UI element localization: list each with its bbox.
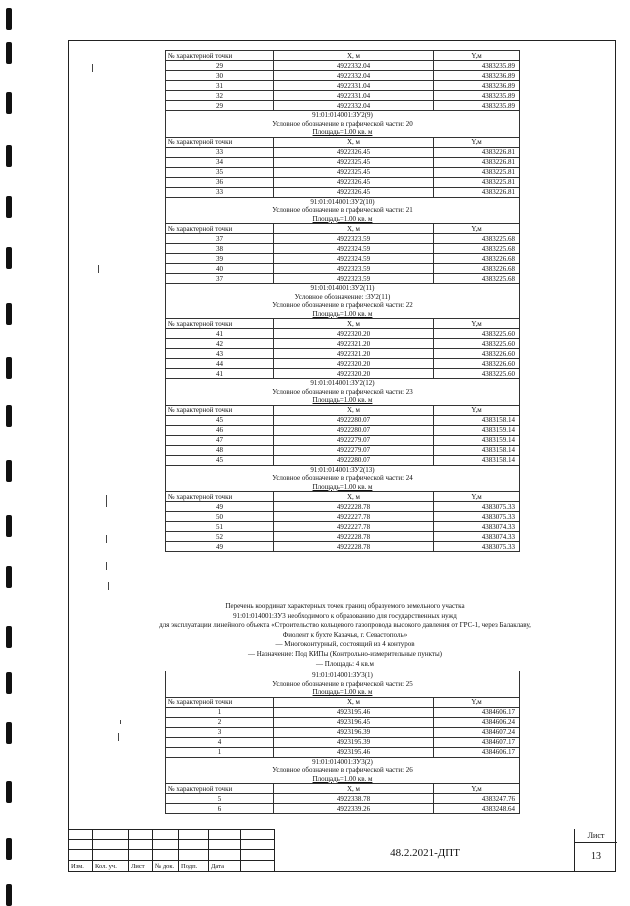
grid-line (178, 829, 179, 872)
coords-table (165, 697, 520, 758)
y-coordinate: 4383226.68 (434, 264, 520, 274)
y-coordinate: 4383235.89 (434, 61, 520, 71)
x-coordinate: 4922331.04 (274, 91, 434, 101)
header-x: X, м (274, 492, 434, 502)
table-row (166, 512, 520, 522)
section-area: Площадь=1.00 кв. м (312, 774, 373, 783)
section-header (165, 111, 520, 137)
header-x: X, м (274, 784, 434, 794)
header-point: № характерной точки (166, 224, 274, 234)
section (165, 671, 520, 758)
section-id: 91:01:014001:ЗУ2(12) (310, 379, 375, 387)
header-row (166, 224, 520, 234)
point-number: 38 (166, 244, 274, 254)
y-coordinate: 4383159.14 (434, 425, 520, 435)
section-area: Площадь=1.00 кв. м (312, 396, 373, 404)
header-row (166, 319, 520, 329)
x-coordinate: 4922321.20 (274, 339, 434, 349)
grid-line (68, 829, 274, 830)
y-coordinate: 4383226.60 (434, 349, 520, 359)
y-coordinate: 4383158.14 (434, 445, 520, 455)
y-coordinate: 4383226.81 (434, 187, 520, 197)
header-row (166, 51, 520, 61)
table-row (166, 244, 520, 254)
x-coordinate: 4922325.45 (274, 167, 434, 177)
x-coordinate: 4922227.78 (274, 522, 434, 532)
table-row (166, 71, 520, 81)
grid-line (208, 829, 209, 872)
y-coordinate: 4383075.33 (434, 502, 520, 512)
coords-table (165, 223, 520, 284)
x-coordinate: 4922227.78 (274, 512, 434, 522)
section-note: Условное обозначение в графической части: 21 (272, 206, 413, 214)
section-id: 91:01:014001:ЗУ3(1) (312, 671, 373, 679)
section-area: Площадь=1.00 кв. м (312, 128, 373, 136)
title-block-label: Лист (131, 863, 145, 870)
point-number: 37 (166, 274, 274, 284)
x-coordinate: 4922321.20 (274, 349, 434, 359)
margin-tick (106, 535, 107, 543)
y-coordinate: 4383225.81 (434, 177, 520, 187)
header-x: X, м (274, 319, 434, 329)
x-coordinate: 4922332.04 (274, 61, 434, 71)
point-number: 6 (166, 804, 274, 814)
binding-mark (6, 515, 12, 537)
section-header (165, 758, 520, 784)
title-block-label: Кол. уч. (95, 863, 117, 870)
table-row (166, 542, 520, 552)
table-row (166, 359, 520, 369)
list-title (120, 602, 570, 669)
title-block-label: Изм. (71, 863, 84, 870)
header-y: Y,м (434, 784, 520, 794)
grid-line (128, 829, 129, 872)
y-coordinate: 4383074.33 (434, 522, 520, 532)
point-number: 52 (166, 532, 274, 542)
point-number: 37 (166, 234, 274, 244)
x-coordinate: 4922324.59 (274, 244, 434, 254)
y-coordinate: 4384607.24 (434, 727, 520, 737)
y-coordinate: 4384606.17 (434, 707, 520, 717)
section-note: Условное обозначение в графической части: 22 (272, 301, 413, 309)
grid-line (68, 829, 69, 872)
table-row (166, 167, 520, 177)
header-point: № характерной точки (166, 137, 274, 147)
binding-mark (6, 92, 12, 114)
x-coordinate: 4922323.59 (274, 234, 434, 244)
section-id: 91:01:014001:ЗУ2(11) (310, 284, 375, 292)
table-row (166, 147, 520, 157)
y-coordinate: 4383225.81 (434, 167, 520, 177)
table-row (166, 425, 520, 435)
point-number: 33 (166, 147, 274, 157)
binding-mark (6, 884, 12, 906)
x-coordinate: 4922331.04 (274, 81, 434, 91)
table-row (166, 727, 520, 737)
margin-tick (106, 495, 107, 507)
section-note: Условное обозначение в графической части: 25 (272, 679, 413, 688)
margin-tick (106, 562, 107, 570)
y-coordinate: 4383075.33 (434, 542, 520, 552)
x-coordinate: 4922228.78 (274, 502, 434, 512)
margin-tick (118, 733, 119, 741)
x-coordinate: 4922228.78 (274, 532, 434, 542)
header-y: Y,м (434, 51, 520, 61)
title-block-label: Подп. (181, 863, 198, 870)
binding-mark (6, 781, 12, 803)
coords-table (165, 405, 520, 466)
table-row (166, 502, 520, 512)
coordinates-table-block-2 (165, 671, 520, 814)
table-row (166, 532, 520, 542)
header-point: № характерной точки (166, 697, 274, 707)
margin-tick (120, 720, 121, 724)
point-number: 44 (166, 359, 274, 369)
section (165, 379, 520, 466)
y-coordinate: 4383225.60 (434, 339, 520, 349)
binding-mark (6, 247, 12, 269)
list-title-line: Перечень координат характерных точек границ образуемого земельного участка (225, 602, 465, 610)
y-coordinate: 4383226.81 (434, 157, 520, 167)
table-row (166, 254, 520, 264)
point-number: 48 (166, 445, 274, 455)
point-number: 29 (166, 101, 274, 111)
table-row (166, 91, 520, 101)
point-number: 33 (166, 187, 274, 197)
point-number: 45 (166, 415, 274, 425)
header-x: X, м (274, 697, 434, 707)
y-coordinate: 4383226.81 (434, 147, 520, 157)
y-coordinate: 4383225.68 (434, 274, 520, 284)
table-row (166, 329, 520, 339)
table-row (166, 101, 520, 111)
point-number: 1 (166, 707, 274, 717)
header-row (166, 137, 520, 147)
point-number: 36 (166, 177, 274, 187)
title-block-grid (68, 829, 274, 872)
coordinates-table-block (165, 50, 520, 552)
grid-line (68, 860, 274, 861)
table-row (166, 157, 520, 167)
binding-mark (6, 145, 12, 167)
point-number: 46 (166, 425, 274, 435)
section-header (165, 379, 520, 405)
table-row (166, 349, 520, 359)
binding-mark (6, 405, 12, 427)
binding-mark (6, 42, 12, 64)
coords-table (165, 137, 520, 198)
x-coordinate: 4922332.04 (274, 101, 434, 111)
binding-mark (6, 838, 12, 860)
binding-mark (6, 303, 12, 325)
x-coordinate: 4922338.78 (274, 794, 434, 804)
section-area: Площадь=1.00 кв. м (312, 688, 373, 696)
point-number: 32 (166, 91, 274, 101)
grid-line (68, 839, 274, 840)
point-number: 42 (166, 339, 274, 349)
margin-tick (92, 64, 93, 72)
binding-mark (6, 196, 12, 218)
binding-mark (6, 8, 12, 30)
header-point: № характерной точки (166, 51, 274, 61)
y-coordinate: 4383158.14 (434, 455, 520, 465)
table-row (166, 369, 520, 379)
point-number: 34 (166, 157, 274, 167)
table-row (166, 187, 520, 197)
header-y: Y,м (434, 492, 520, 502)
header-row (166, 405, 520, 415)
y-coordinate: 4384606.17 (434, 747, 520, 757)
section-header (165, 466, 520, 492)
section (165, 111, 520, 198)
section-id: 91:01:014001:ЗУ2(13) (310, 465, 375, 474)
x-coordinate: 4923195.46 (274, 707, 434, 717)
grid-line (92, 829, 93, 872)
y-coordinate: 4383247.76 (434, 794, 520, 804)
x-coordinate: 4922320.20 (274, 329, 434, 339)
list-title-line: — Назначение: Под КИПы (Контрольно-измерительные пункты) (247, 649, 443, 658)
section-header (165, 671, 520, 697)
table-row (166, 717, 520, 727)
y-coordinate: 4383225.68 (434, 244, 520, 254)
point-number: 49 (166, 542, 274, 552)
y-coordinate: 4383236.89 (434, 71, 520, 81)
list-title-line: 91:01:014001:ЗУ3 необходимого к образованию для государственных нужд (233, 611, 457, 620)
title-block (68, 829, 616, 872)
sheet-box (574, 829, 617, 872)
table-row (166, 747, 520, 757)
header-point: № характерной точки (166, 784, 274, 794)
point-number: 5 (166, 794, 274, 804)
header-row (166, 492, 520, 502)
table-row (166, 234, 520, 244)
table-row (166, 61, 520, 71)
section (165, 758, 520, 815)
y-coordinate: 4383235.89 (434, 101, 520, 111)
y-coordinate: 4384607.17 (434, 737, 520, 747)
section-note: Условное обозначение в графической части: 23 (272, 387, 413, 396)
binding-holes (0, 0, 20, 905)
header-x: X, м (274, 224, 434, 234)
list-title-line: — Многоконтурный, состоящий из 4 контуров (275, 640, 415, 649)
x-coordinate: 4922320.20 (274, 369, 434, 379)
header-point: № характерной точки (166, 492, 274, 502)
list-title-line: — Площадь: 4 кв.м (316, 659, 374, 668)
header-row (166, 784, 520, 794)
grid-line (240, 829, 241, 872)
title-block-label: Дата (211, 863, 224, 870)
y-coordinate: 4383225.60 (434, 329, 520, 339)
header-x: X, м (274, 137, 434, 147)
y-coordinate: 4383236.89 (434, 81, 520, 91)
doc-code: 48.2.2021-ДПТ (390, 847, 460, 859)
section-area: Площадь=1.00 кв. м (312, 214, 373, 223)
section-id: 91:01:014001:ЗУ2(9) (312, 111, 373, 119)
header-y: Y,м (434, 697, 520, 707)
point-number: 40 (166, 264, 274, 274)
grid-line (152, 829, 153, 872)
point-number: 49 (166, 502, 274, 512)
table-row (166, 415, 520, 425)
header-y: Y,м (434, 137, 520, 147)
y-coordinate: 4383158.14 (434, 415, 520, 425)
sheet-label: Лист (575, 829, 617, 843)
margin-tick (108, 582, 109, 590)
table-row (166, 737, 520, 747)
x-coordinate: 4923195.46 (274, 747, 434, 757)
header-point: № характерной точки (166, 405, 274, 415)
point-number: 2 (166, 717, 274, 727)
table-row (166, 522, 520, 532)
section-area: Площадь=1.00 кв. м (312, 482, 373, 491)
y-coordinate: 4383225.60 (434, 369, 520, 379)
point-number: 51 (166, 522, 274, 532)
section-id: 91:01:014001:ЗУ3(2) (312, 757, 373, 766)
x-coordinate: 4922280.07 (274, 425, 434, 435)
sheet-number: 13 (591, 851, 601, 862)
table-row (166, 264, 520, 274)
x-coordinate: 4922325.45 (274, 157, 434, 167)
x-coordinate: 4922279.07 (274, 445, 434, 455)
table-row (166, 339, 520, 349)
table-row (166, 455, 520, 465)
binding-mark (6, 357, 12, 379)
section-header (165, 198, 520, 224)
section-note: Условное обозначение в графической части: 26 (272, 766, 413, 774)
coords-table (165, 491, 520, 552)
section (165, 198, 520, 285)
table-row (166, 81, 520, 91)
point-number: 30 (166, 71, 274, 81)
x-coordinate: 4922324.59 (274, 254, 434, 264)
x-coordinate: 4922279.07 (274, 435, 434, 445)
y-coordinate: 4384606.24 (434, 717, 520, 727)
y-coordinate: 4383075.33 (434, 512, 520, 522)
header-row (166, 697, 520, 707)
x-coordinate: 4922228.78 (274, 542, 434, 552)
x-coordinate: 4922339.26 (274, 804, 434, 814)
y-coordinate: 4383226.60 (434, 359, 520, 369)
point-number: 4 (166, 737, 274, 747)
point-number: 29 (166, 61, 274, 71)
table-row (166, 707, 520, 717)
section-note: Условное обозначение в графической части: 24 (272, 474, 413, 482)
x-coordinate: 4922326.45 (274, 187, 434, 197)
x-coordinate: 4922320.20 (274, 359, 434, 369)
y-coordinate: 4383225.68 (434, 234, 520, 244)
table-row (166, 794, 520, 804)
point-number: 35 (166, 167, 274, 177)
binding-mark (6, 460, 12, 482)
x-coordinate: 4922280.07 (274, 415, 434, 425)
table-row (166, 177, 520, 187)
section-header (165, 284, 520, 318)
header-x: X, м (274, 405, 434, 415)
binding-mark (6, 672, 12, 694)
binding-mark (6, 566, 12, 588)
y-coordinate: 4383159.14 (434, 435, 520, 445)
table-row (166, 435, 520, 445)
list-title-line: Фиолент к бухте Казачья, г. Севастополь» (282, 630, 408, 639)
y-coordinate: 4383074.33 (434, 532, 520, 542)
table-row (166, 445, 520, 455)
point-number: 47 (166, 435, 274, 445)
coords-table (165, 783, 520, 814)
x-coordinate: 4923196.39 (274, 727, 434, 737)
point-number: 41 (166, 369, 274, 379)
point-number: 3 (166, 727, 274, 737)
x-coordinate: 4922323.59 (274, 264, 434, 274)
x-coordinate: 4923196.45 (274, 717, 434, 727)
margin-tick (98, 265, 99, 273)
x-coordinate: 4922326.45 (274, 177, 434, 187)
header-point: № характерной точки (166, 319, 274, 329)
point-number: 43 (166, 349, 274, 359)
list-title-line: для эксплуатации линейного объекта «Строительство кольцевого газопровода высокого давления от ГРС-1, через Балаклаву, (159, 621, 531, 630)
coords-table (165, 50, 520, 111)
coords-table (165, 318, 520, 379)
x-coordinate: 4922332.04 (274, 71, 434, 81)
header-y: Y,м (434, 224, 520, 234)
section-id: 91:01:014001:ЗУ2(10) (310, 197, 375, 206)
point-number: 41 (166, 329, 274, 339)
table-row (166, 274, 520, 284)
table-row (166, 804, 520, 814)
point-number: 1 (166, 747, 274, 757)
header-y: Y,м (434, 405, 520, 415)
y-coordinate: 4383235.89 (434, 91, 520, 101)
x-coordinate: 4922323.59 (274, 274, 434, 284)
header-y: Y,м (434, 319, 520, 329)
x-coordinate: 4923195.39 (274, 737, 434, 747)
title-block-label: № док. (155, 863, 175, 870)
point-number: 31 (166, 81, 274, 91)
section-area: Площадь=1.00 кв. м (312, 309, 373, 318)
point-number: 39 (166, 254, 274, 264)
binding-mark (6, 626, 12, 648)
section-note: Условное обозначение: :ЗУ2(11) (294, 292, 391, 301)
section (165, 466, 520, 553)
x-coordinate: 4922280.07 (274, 455, 434, 465)
point-number: 45 (166, 455, 274, 465)
header-x: X, м (274, 51, 434, 61)
binding-mark (6, 722, 12, 744)
section-note: Условное обозначение в графической части: 20 (272, 119, 413, 128)
section (165, 284, 520, 379)
grid-line (68, 849, 274, 850)
y-coordinate: 4383226.68 (434, 254, 520, 264)
x-coordinate: 4922326.45 (274, 147, 434, 157)
y-coordinate: 4383248.64 (434, 804, 520, 814)
point-number: 50 (166, 512, 274, 522)
